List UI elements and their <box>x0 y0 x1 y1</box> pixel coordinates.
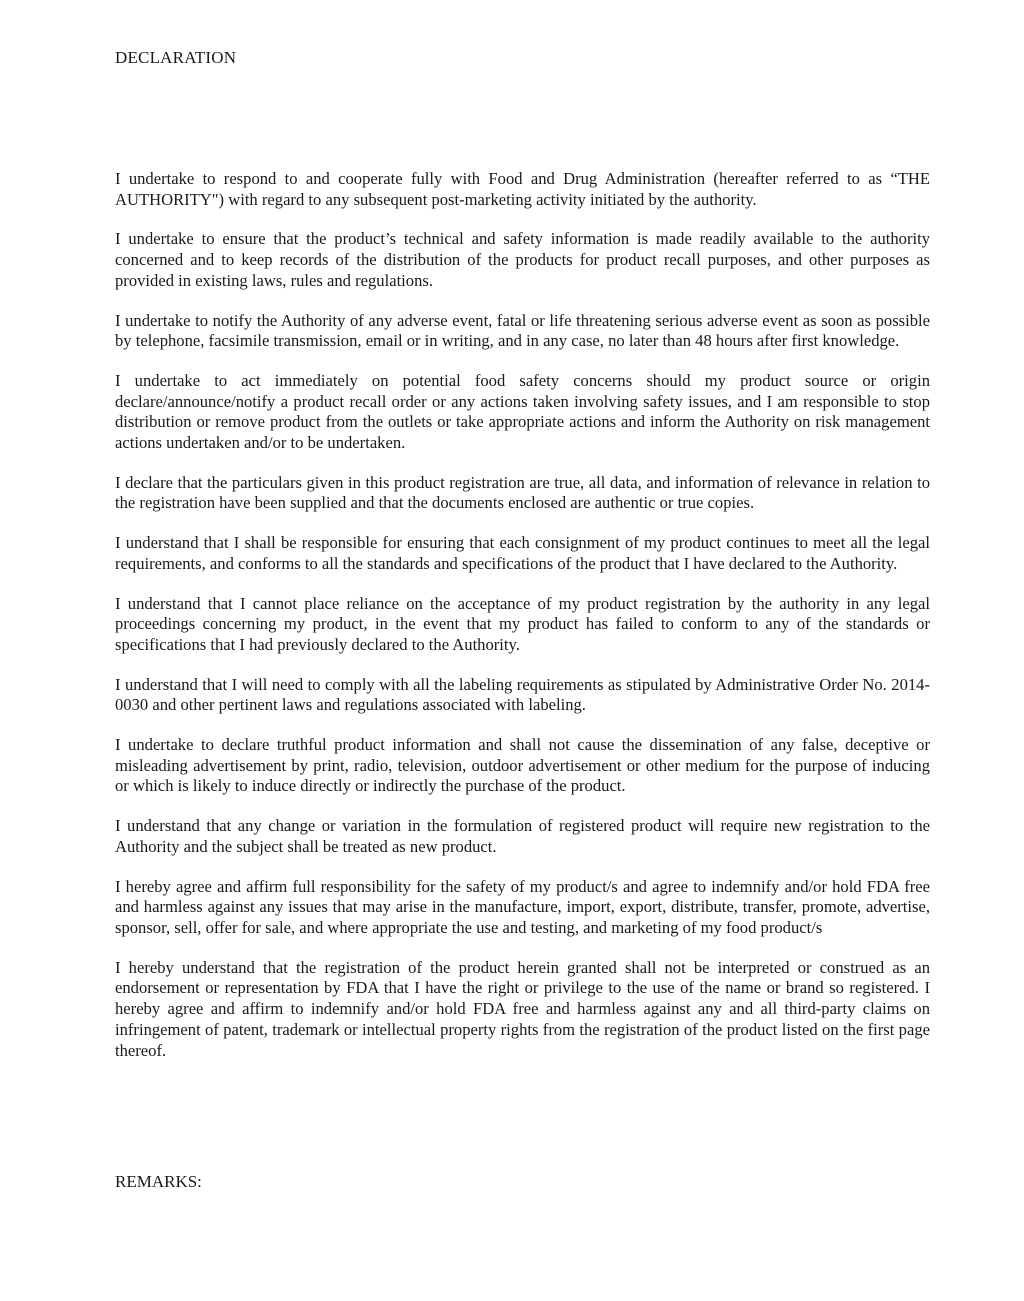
declaration-paragraph: I hereby understand that the registration of the product herein granted shall not be interpreted or construed as an endorsement or representation by FDA that I have the right or privilege to the use of the name or brand so registered. I hereby agree and affirm to indemnify and/or hold FDA free and harmless against any and all third-party claims on infringement of patent, trademark or intellectual property rights from the registration of the product listed on the first page thereof. <box>115 957 930 1060</box>
declaration-paragraph: I undertake to ensure that the product’s technical and safety information is made readily available to the authority concerned and to keep records of the distribution of the products for product recall purposes, and other purposes as provided in existing laws, rules and regulations. <box>115 229 930 290</box>
declaration-paragraph: I understand that I will need to comply with all the labeling requirements as stipulated by Administrative Order No. 2014-0030 and other pertinent laws and regulations associated with labeling. <box>115 674 930 715</box>
remarks-label: REMARKS: <box>115 1172 202 1191</box>
declaration-paragraph: I undertake to respond to and cooperate fully with Food and Drug Administration (hereafter referred to as “THE AUTHORITY") with regard to any subsequent post-marketing activity initiated by the authority. <box>115 169 930 209</box>
declaration-paragraph: I understand that any change or variation in the formulation of registered product will require new registration to the Authority and the subject shall be treated as new product. <box>115 816 930 856</box>
declaration-paragraph: I understand that I shall be responsible for ensuring that each consignment of my product continues to meet all the legal requirements, and conforms to all the standards and specifications of the product that I have declared to the Authority. <box>115 533 930 573</box>
declaration-paragraph: I declare that the particulars given in this product registration are true, all data, and information of relevance in relation to the registration have been supplied and that the documents enclosed are authentic or true copies. <box>115 472 930 513</box>
declaration-paragraph: I undertake to notify the Authority of any adverse event, fatal or life threatening serious adverse event as soon as possible by telephone, facsimile transmission, email or in writing, and in any case, no later than 48 hours after first knowledge. <box>115 310 930 351</box>
declaration-paragraph: I undertake to declare truthful product information and shall not cause the dissemination of any false, deceptive or misleading advertisement by print, radio, television, outdoor advertisement or other medium for the purpose of inducing or which is likely to induce directly or indirectly the purchase of the product. <box>115 735 930 796</box>
declaration-body <box>115 169 930 1080</box>
declaration-paragraph: I understand that I cannot place reliance on the acceptance of my product registration by the authority in any legal proceedings concerning my product, in the event that my product has failed to conform to any of the standards or specifications that I had previously declared to the Authority. <box>115 593 930 654</box>
declaration-paragraph: I hereby agree and affirm full responsibility for the safety of my product/s and agree to indemnify and/or hold FDA free and harmless against any issues that may arise in the manufacture, import, export, distribute, transfer, promote, advertise, sponsor, sell, offer for sale, and where appropriate the use and testing, and marketing of my food product/s <box>115 876 930 937</box>
declaration-paragraph: I undertake to act immediately on potential food safety concerns should my product source or origin declare/announce/notify a product recall order or any actions taken involving safety issues, and I am responsible to stop distribution or remove product from the outlets or take appropriate actions and inform the Authority on risk management actions undertaken and/or to be undertaken. <box>115 370 930 453</box>
document-title: DECLARATION <box>115 48 237 67</box>
